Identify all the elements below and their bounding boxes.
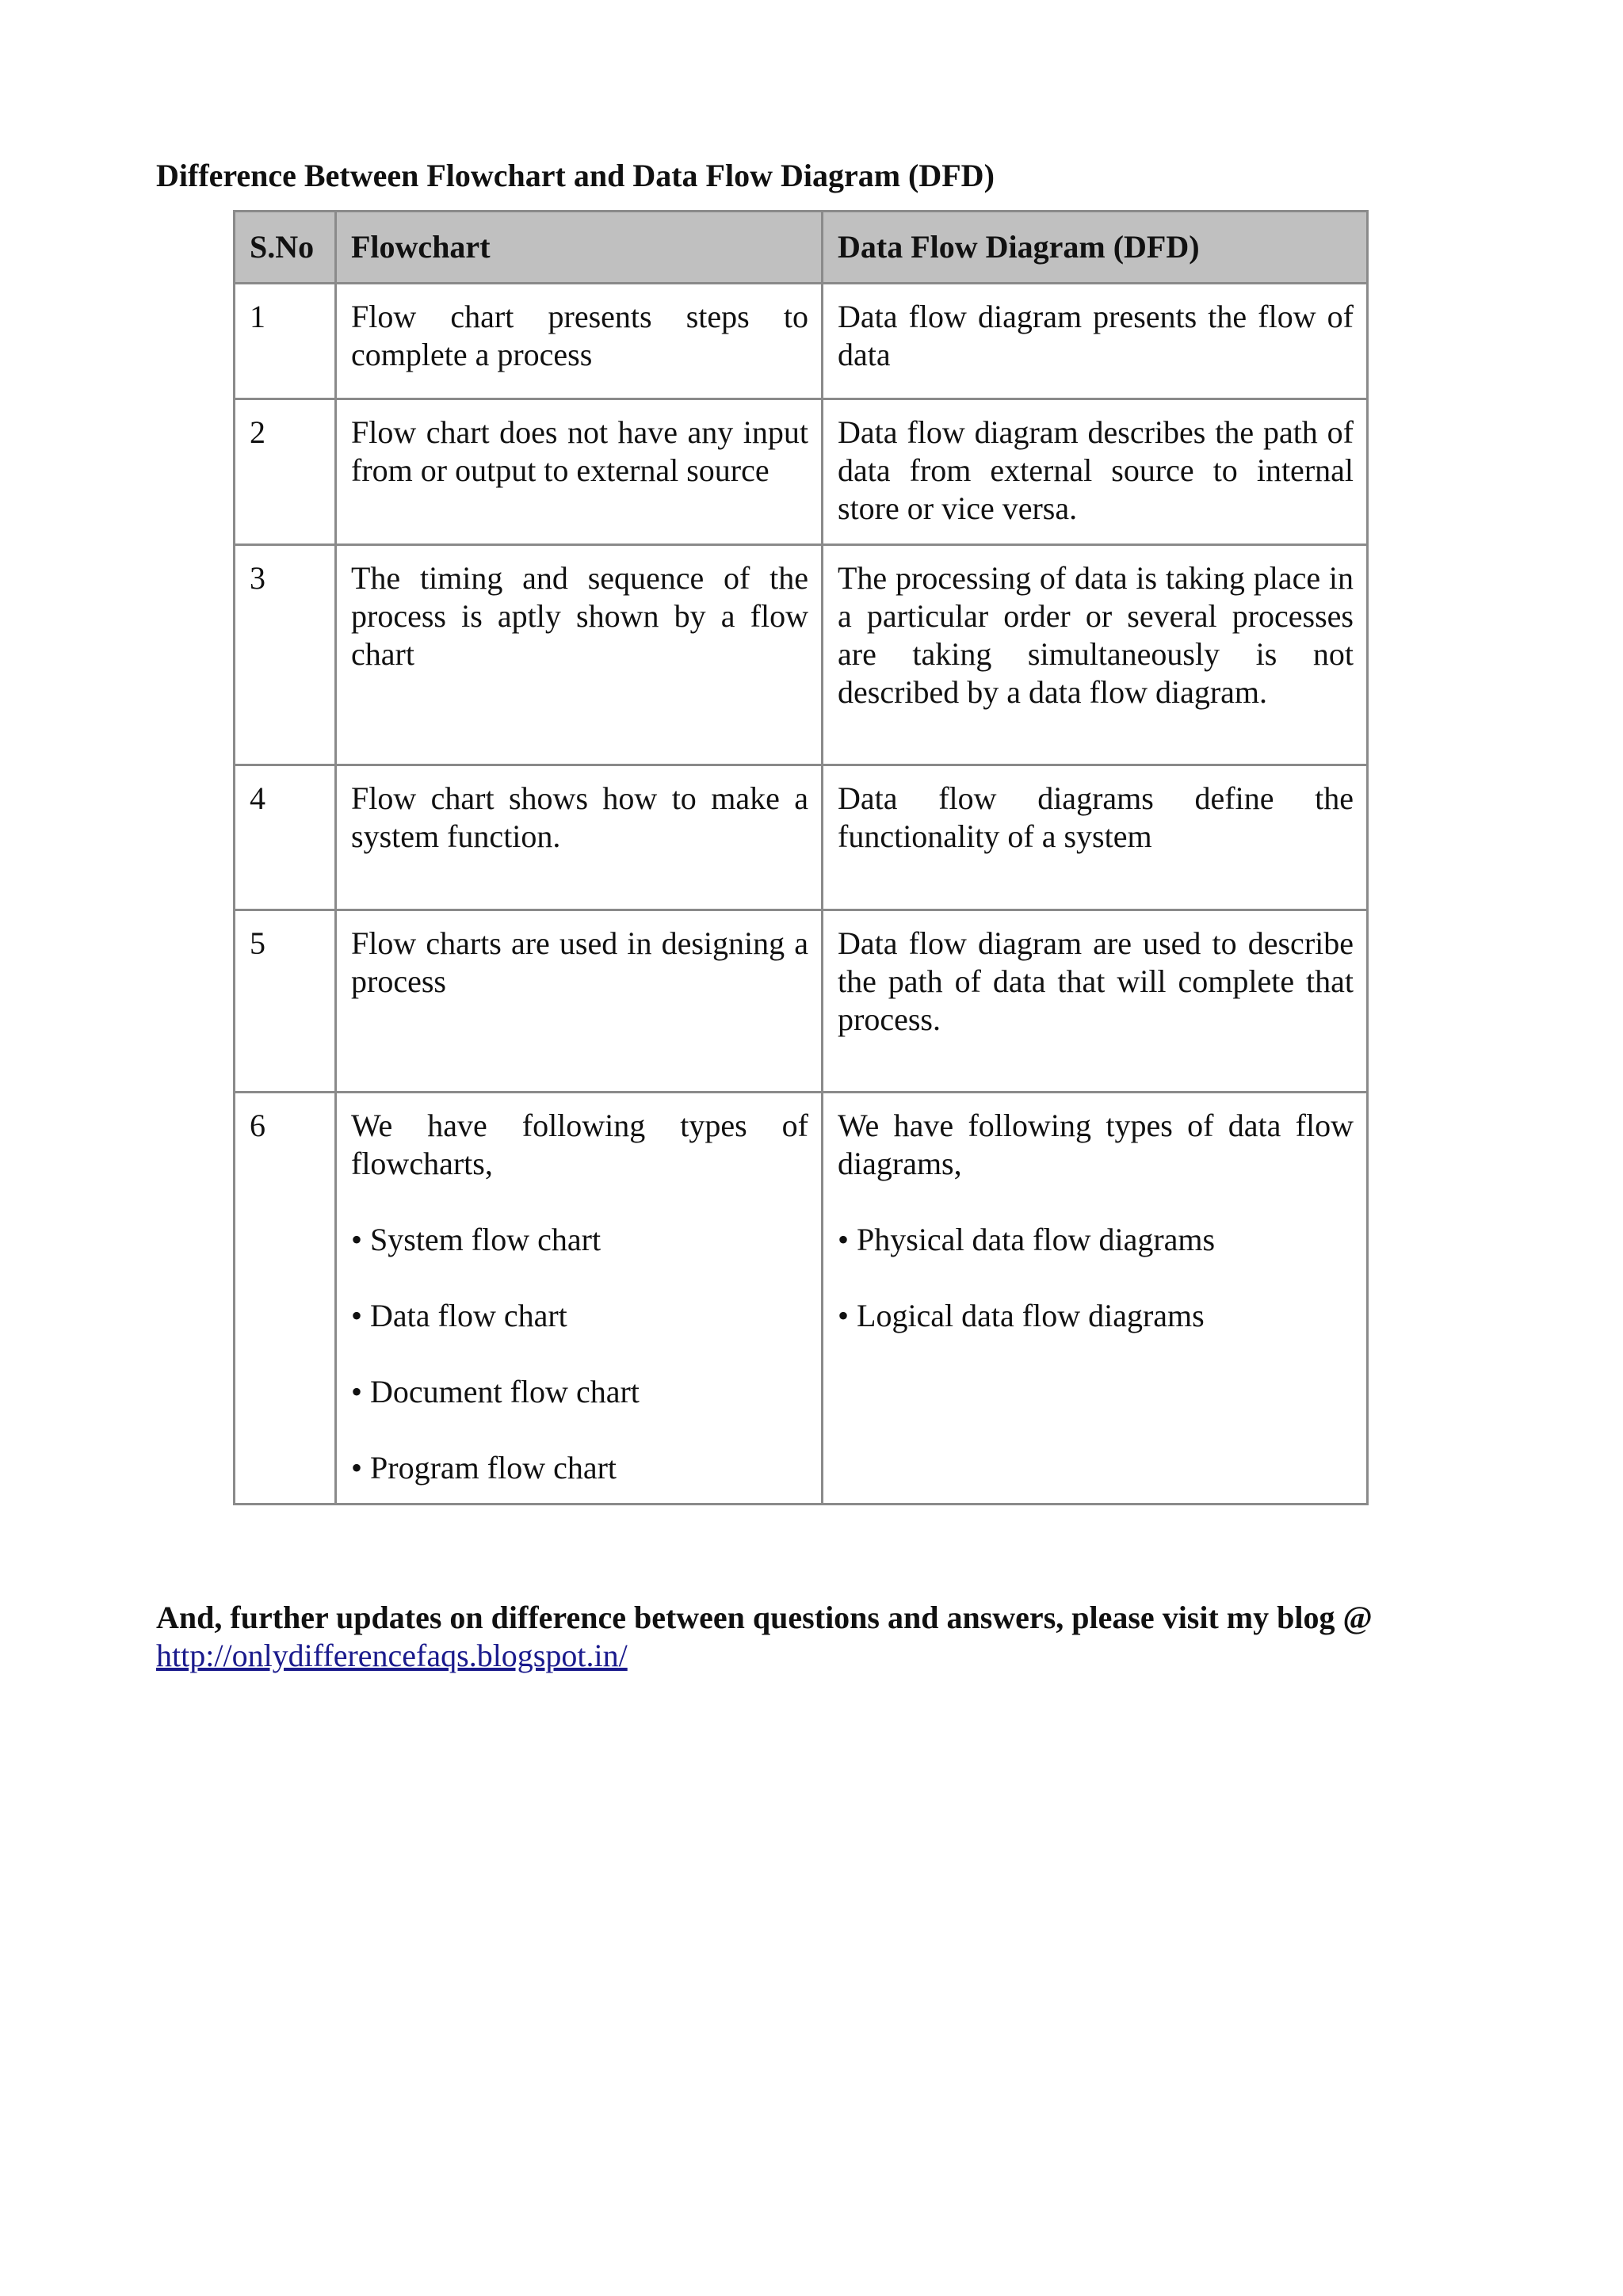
page-title: Difference Between Flowchart and Data Flow Diagram (DFD) — [156, 158, 995, 193]
list-item: • Document flow chart — [351, 1374, 640, 1409]
dfd-types-list — [838, 1221, 1354, 1335]
table-row — [235, 765, 1368, 910]
list-item: • Logical data flow diagrams — [838, 1298, 1205, 1333]
comparison-table — [233, 210, 1369, 1505]
cell-flowchart: Flow chart does not have any input from or output to external source — [336, 399, 823, 545]
cell-sno: 3 — [235, 545, 336, 765]
cell-sno: 6 — [235, 1093, 336, 1505]
list-item: • System flow chart — [351, 1222, 601, 1257]
footer-text: And, further updates on difference between questions and answers, please visit my blog @ — [156, 1600, 1373, 1635]
list-item: • Data flow chart — [351, 1298, 567, 1333]
cell-sno: 4 — [235, 765, 336, 910]
list-item: • Program flow chart — [351, 1450, 617, 1486]
cell-dfd: The processing of data is taking place in a particular order or several processes are taking simultaneously is not described by a data flow diagram. — [823, 545, 1368, 765]
cell-sno: 2 — [235, 399, 336, 545]
header-dfd: Data Flow Diagram (DFD) — [823, 212, 1368, 284]
table-row — [235, 1093, 1368, 1505]
table-row — [235, 910, 1368, 1093]
cell-dfd: Data flow diagrams define the functionality of a system — [823, 765, 1368, 910]
cell-sno: 5 — [235, 910, 336, 1093]
table-header-row — [235, 212, 1368, 284]
cell-dfd: Data flow diagram presents the flow of data — [823, 284, 1368, 399]
cell-flowchart: Flow charts are used in designing a process — [336, 910, 823, 1093]
cell-sno: 1 — [235, 284, 336, 399]
list-item: • Physical data flow diagrams — [838, 1222, 1216, 1257]
footer-note — [156, 1599, 1503, 1675]
table-row — [235, 399, 1368, 545]
cell-dfd-intro: We have following types of data flow diagrams, — [838, 1108, 1354, 1181]
cell-dfd: Data flow diagram are used to describe the path of data that will complete that process. — [823, 910, 1368, 1093]
cell-flowchart-intro: We have following types of flowcharts, — [351, 1108, 808, 1181]
cell-flowchart: The timing and sequence of the process is aptly shown by a flow chart — [336, 545, 823, 765]
cell-flowchart: Flow chart presents steps to complete a process — [336, 284, 823, 399]
cell-flowchart — [336, 1093, 823, 1505]
header-flowchart: Flowchart — [336, 212, 823, 284]
header-sno: S.No — [235, 212, 336, 284]
table-row — [235, 284, 1368, 399]
table-row — [235, 545, 1368, 765]
blog-link[interactable]: http://onlydifferencefaqs.blogspot.in/ — [156, 1638, 628, 1673]
cell-flowchart: Flow chart shows how to make a system function. — [336, 765, 823, 910]
flowchart-types-list — [351, 1221, 808, 1487]
cell-dfd: Data flow diagram describes the path of data from external source to internal store or vice versa. — [823, 399, 1368, 545]
cell-dfd — [823, 1093, 1368, 1505]
